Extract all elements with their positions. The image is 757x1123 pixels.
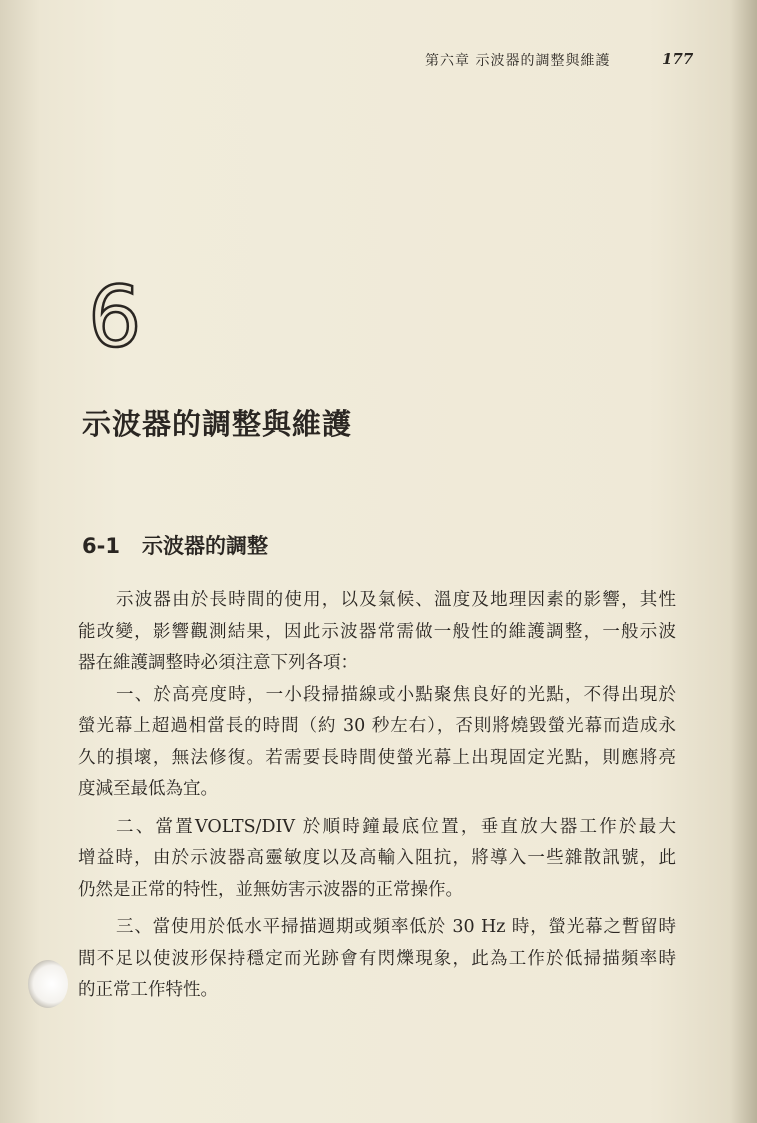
text-line: 久的損壞，無法修復。若需要長時間使螢光幕上出現固定光點，則應將亮 <box>78 747 676 768</box>
binding-hole <box>28 960 68 1008</box>
text-line: 間不足以使波形保持穩定而光跡會有閃爍現象，此為工作於低掃描頻率時 <box>78 948 676 969</box>
text-line: 器在維護調整時必須注意下列各項： <box>78 653 358 673</box>
text-line: 增益時，由於示波器高靈敏度以及高輸入阻抗，將導入一些雜散訊號，此 <box>78 848 676 868</box>
text-line: 能改變，影響觀測結果，因此示波器常需做一般性的維護調整，一般示波 <box>78 621 676 642</box>
text-line: 度減至最低為宜。 <box>78 779 218 799</box>
page-number: 177 <box>662 50 694 68</box>
text-line: 三、當使用於低水平掃描週期或頻率低於 30 Hz 時，螢光幕之暫留時 <box>116 917 676 937</box>
text-line: 二、當置VOLTS/DIV 於順時鐘最底位置，垂直放大器工作於最大 <box>116 816 676 837</box>
chapter-number: 6 <box>88 268 142 366</box>
section-number: 6-1 <box>82 534 120 558</box>
text-line: 螢光幕上超過相當長的時間（約 30 秒左右），否則將燒毀螢光幕而造成永 <box>78 716 676 736</box>
running-header: 第六章 示波器的調整與維護 <box>425 53 611 69</box>
text-line: 一、於高亮度時，一小段掃描線或小點聚焦良好的光點，不得出現於 <box>116 684 676 705</box>
text-line: 的正常工作特性。 <box>78 980 218 1000</box>
body-text <box>78 585 676 1013</box>
text-line: 仍然是正常的特性，並無妨害示波器的正常操作。 <box>78 879 463 900</box>
section-title: 示波器的調整 <box>141 534 268 558</box>
section-heading <box>82 530 268 560</box>
paragraph <box>78 812 676 913</box>
paragraph <box>78 680 676 812</box>
paragraph <box>78 912 676 1013</box>
paragraph <box>78 585 676 680</box>
chapter-title: 示波器的調整與維護 <box>82 407 353 441</box>
text-line: 示波器由於長時間的使用，以及氣候、溫度及地理因素的影響，其性 <box>116 590 676 610</box>
